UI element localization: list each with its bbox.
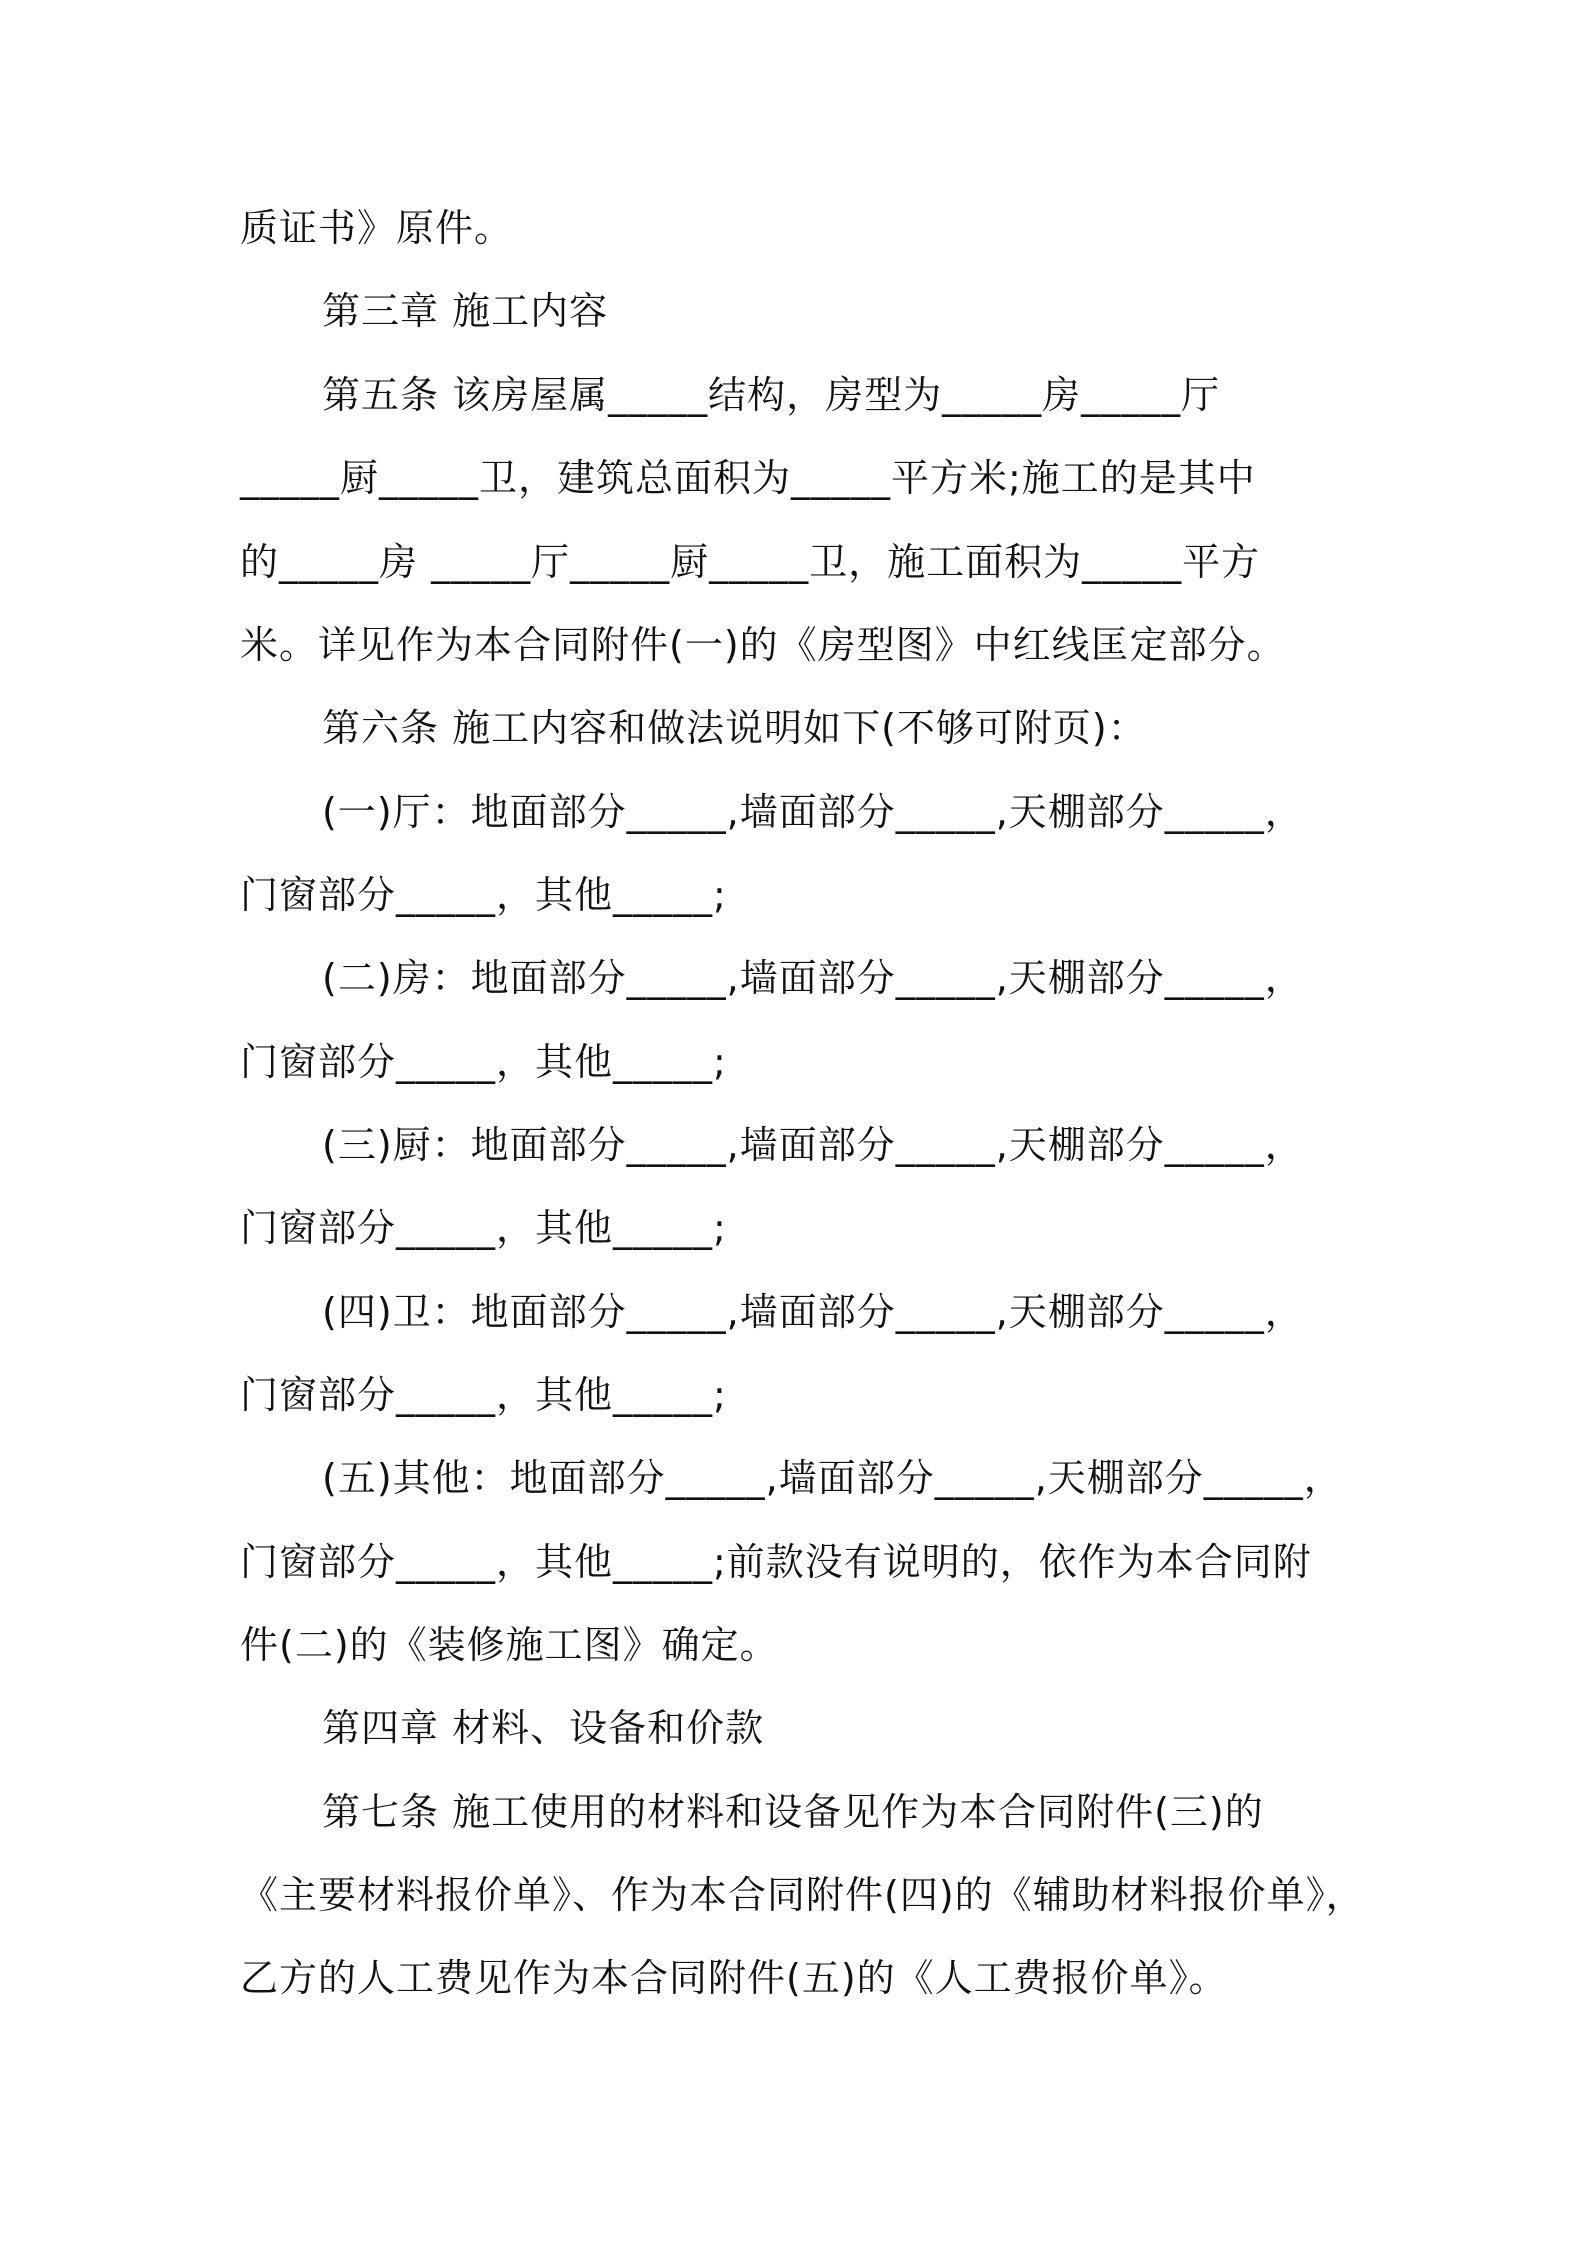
text-line: (四)卫：地面部分_____,墙面部分_____,天棚部分_____， (322, 1290, 1304, 1334)
chapter-heading: 第三章 施工内容 (322, 289, 609, 333)
article-line: 第五条 该房屋属_____结构，房型为_____房_____厅 (322, 373, 1221, 417)
text-line: 的_____房 _____厅_____厨_____卫，施工面积为_____平方 (240, 540, 1261, 584)
text-line: (一)厅：地面部分_____,墙面部分_____,天棚部分_____， (322, 790, 1304, 834)
text-line: 门窗部分_____，其他_____; (240, 1373, 727, 1417)
text-line: 门窗部分_____，其他_____;前款没有说明的，依作为本合同附 (240, 1540, 1312, 1584)
chapter-heading: 第四章 材料、设备和价款 (322, 1706, 765, 1750)
text-line: (五)其他：地面部分_____,墙面部分_____,天棚部分_____， (322, 1456, 1343, 1500)
article-line: 第七条 施工使用的材料和设备见作为本合同附件(三)的 (322, 1790, 1264, 1834)
text-line: (三)厨：地面部分_____,墙面部分_____,天棚部分_____， (322, 1123, 1304, 1167)
text-line: _____厨_____卫，建筑总面积为_____平方米;施工的是其中 (240, 456, 1256, 500)
text-line: 乙方的人工费见作为本合同附件(五)的《人工费报价单》。 (240, 1956, 1228, 2000)
text-line: 《主要材料报价单》、作为本合同附件(四)的《辅助材料报价单》， (240, 1873, 1365, 1917)
text-line: 件(二)的《装修施工图》确定。 (240, 1623, 779, 1667)
text-line: 门窗部分_____，其他_____; (240, 873, 727, 917)
text-line: 门窗部分_____，其他_____; (240, 1040, 727, 1084)
article-line: 第六条 施工内容和做法说明如下(不够可附页)： (322, 706, 1147, 750)
text-line: (二)房：地面部分_____,墙面部分_____,天棚部分_____， (322, 956, 1304, 1000)
text-line: 米。详见作为本合同附件(一)的《房型图》中红线匡定部分。 (240, 623, 1286, 667)
text-line: 门窗部分_____，其他_____; (240, 1206, 727, 1250)
text-line: 质证书》原件。 (240, 206, 514, 250)
